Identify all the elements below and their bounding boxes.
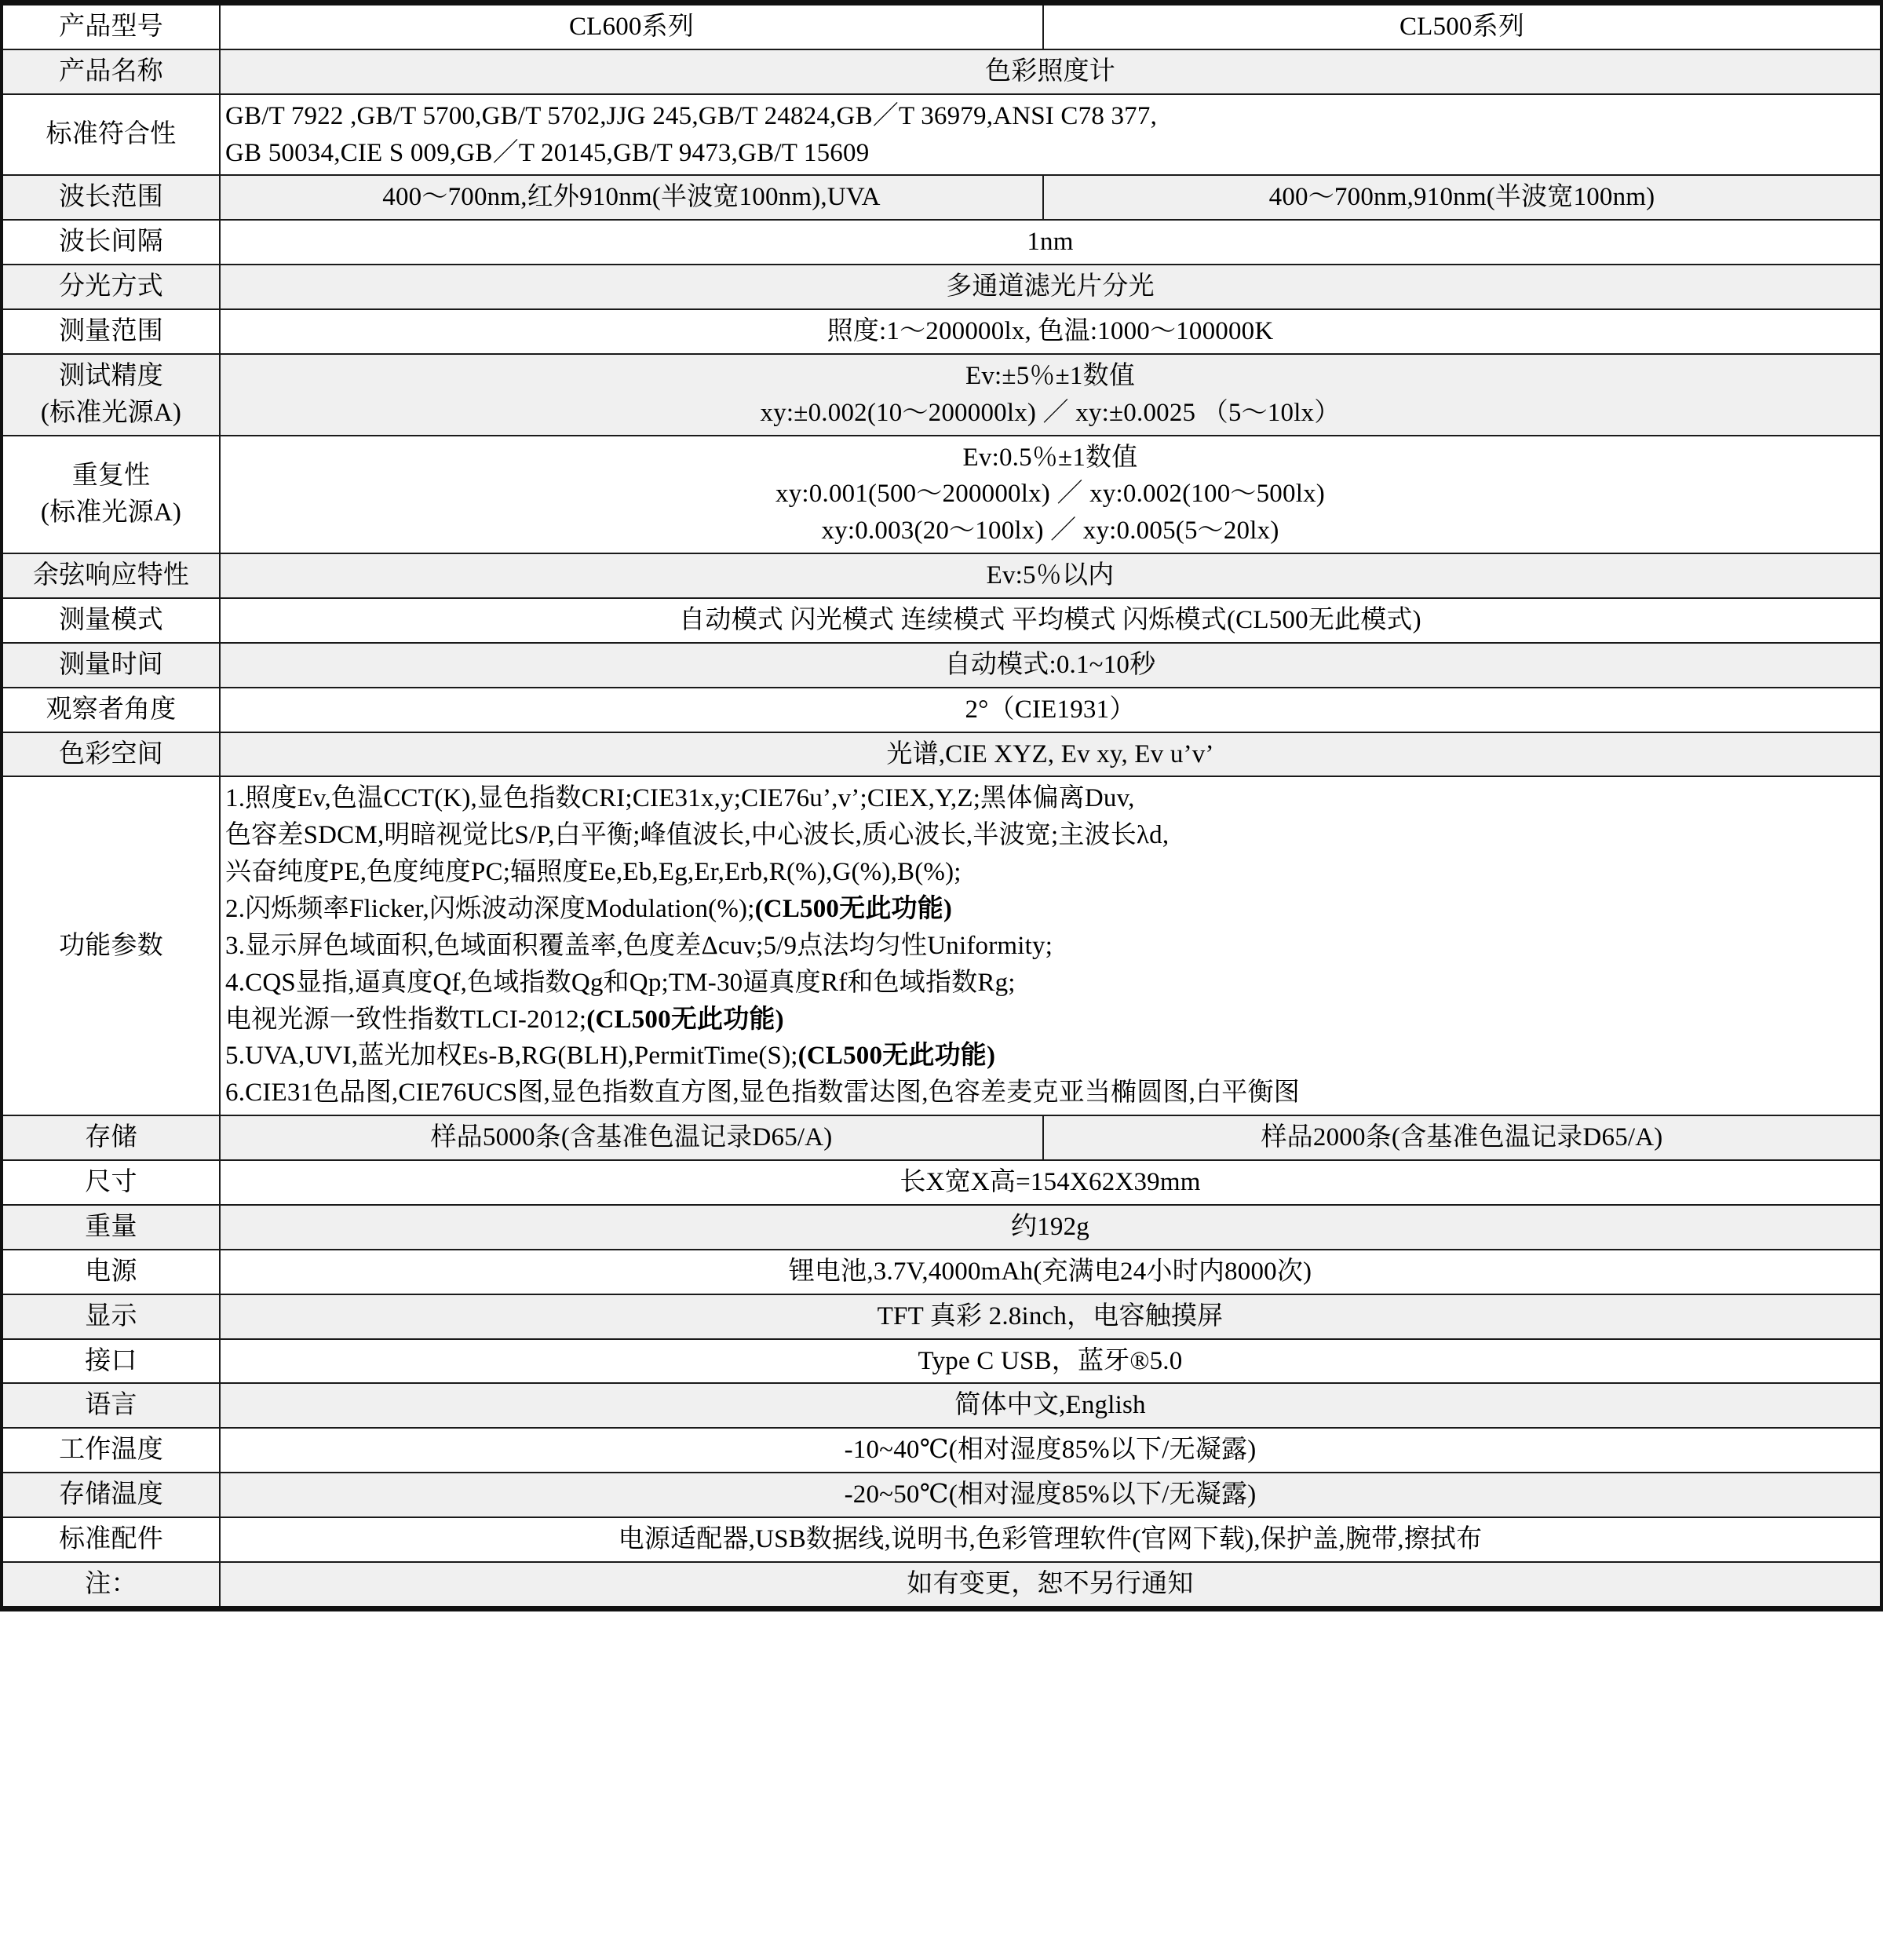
table-row-wavelength-interval <box>2 220 1881 265</box>
accuracy-line-2: xy:±0.002(10～200000lx) ／ xy:±0.0025 （5～10lx） <box>760 398 1341 427</box>
row-label-weight: 重量 <box>2 1205 220 1250</box>
repeatability-line-2: xy:0.001(500～200000lx) ／ xy:0.002(100～500lx) <box>775 480 1325 509</box>
functions-line-8-text: 5.UVA,UVI,蓝光加权Es-B,RG(BLH),PermitTime(S); <box>225 1042 798 1071</box>
row-label-storage-temperature: 存储温度 <box>2 1473 220 1517</box>
table-row-dimensions <box>2 1160 1881 1205</box>
repeatability-line-3: xy:0.003(20～100lx) ／ xy:0.005(5～20lx) <box>821 516 1279 546</box>
value-display: TFT 真彩 2.8inch，电容触摸屏 <box>220 1294 1881 1339</box>
value-accuracy <box>220 354 1881 436</box>
value-note: 如有变更，恕不另行通知 <box>220 1562 1881 1608</box>
functions-line-8 <box>225 1038 1875 1075</box>
row-label-measure-mode: 测量模式 <box>2 598 220 643</box>
value-repeatability <box>220 436 1881 554</box>
table-row-weight <box>2 1205 1881 1250</box>
row-label-dimensions: 尺寸 <box>2 1160 220 1205</box>
row-label-standards: 标准符合性 <box>2 94 220 176</box>
row-label-color-space: 色彩空间 <box>2 732 220 777</box>
row-label-cosine-response: 余弦响应特性 <box>2 553 220 598</box>
functions-line-7-text: 电视光源一致性指数TLCI-2012; <box>225 1005 587 1034</box>
functions-line-7-note: (CL500无此功能) <box>586 1005 784 1034</box>
value-dimensions: 长X宽X高=154X62X39mm <box>220 1160 1881 1205</box>
row-label-measure-time: 测量时间 <box>2 643 220 688</box>
row-label-operating-temperature: 工作温度 <box>2 1428 220 1473</box>
accuracy-line-1: Ev:±5％±1数值 <box>965 361 1136 390</box>
table-row-accessories <box>2 1517 1881 1562</box>
value-wavelength-range-cl500: 400～700nm,910nm(半波宽100nm) <box>1043 175 1881 220</box>
table-row-color-space <box>2 732 1881 777</box>
table-row-operating-temperature <box>2 1428 1881 1473</box>
functions-line-8-note: (CL500无此功能) <box>797 1042 996 1071</box>
table-row-language <box>2 1383 1881 1428</box>
functions-line-5: 3.显示屏色域面积,色域面积覆盖率,色度差Δcuv;5/9点法均匀性Uniformity; <box>225 931 1053 960</box>
table-row-storage-capacity <box>2 1115 1881 1160</box>
table-row-measure-time <box>2 643 1881 688</box>
row-label-product-model: 产品型号 <box>2 3 220 49</box>
row-label-measure-range: 测量范围 <box>2 309 220 354</box>
table-row-display <box>2 1294 1881 1339</box>
row-label-storage-capacity: 存储 <box>2 1115 220 1160</box>
table-row-interface <box>2 1339 1881 1384</box>
row-label-note: 注： <box>2 1562 220 1608</box>
row-label-language: 语言 <box>2 1383 220 1428</box>
functions-line-1: 1.照度Ev,色温CCT(K),显色指数CRI;CIE31x,y;CIE76u’,v’;CIEX,Y,Z;黑体偏离Duv, <box>225 784 1135 813</box>
table-row-spectroscopy <box>2 265 1881 309</box>
table-row-storage-temperature <box>2 1473 1881 1517</box>
functions-line-7 <box>225 1002 1875 1038</box>
table-row-product-name <box>2 49 1881 94</box>
row-label-product-name: 产品名称 <box>2 49 220 94</box>
header-model-cl500: CL500系列 <box>1043 3 1881 49</box>
functions-line-4 <box>225 891 1875 928</box>
row-label-wavelength-range: 波长范围 <box>2 175 220 220</box>
value-weight: 约192g <box>220 1205 1881 1250</box>
value-color-space: 光谱,CIE XYZ, Ev xy, Ev u’v’ <box>220 732 1881 777</box>
value-wavelength-range-cl600: 400～700nm,红外910nm(半波宽100nm),UVA <box>220 175 1043 220</box>
row-label-accessories: 标准配件 <box>2 1517 220 1562</box>
functions-line-6: 4.CQS显指,逼真度Qf,色域指数Qg和Qp;TM-30逼真度Rf和色域指数Rg; <box>225 968 1016 997</box>
functions-line-3: 兴奋纯度PE,色度纯度PC;辐照度Ee,Eb,Eg,Er,Erb,R(%),G(%),B(%); <box>225 858 962 887</box>
table-row-accuracy <box>2 354 1881 436</box>
table-row-cosine-response <box>2 553 1881 598</box>
table-row-standards <box>2 94 1881 176</box>
row-label-repeatability: 重复性(标准光源A) <box>2 436 220 554</box>
value-product-name: 色彩照度计 <box>220 49 1881 94</box>
table-row-product-model <box>2 3 1881 49</box>
functions-line-2: 色容差SDCM,明暗视觉比S/P,白平衡;峰值波长,中心波长,质心波长,半波宽;主波长λd, <box>225 821 1170 850</box>
row-label-spectroscopy: 分光方式 <box>2 265 220 309</box>
table-row-note <box>2 1562 1881 1608</box>
functions-line-9: 6.CIE31色品图,CIE76UCS图,显色指数直方图,显色指数雷达图,色容差麦克亚当椭圆图,白平衡图 <box>225 1079 1300 1108</box>
row-label-accuracy: 测试精度(标准光源A) <box>2 354 220 436</box>
value-language: 简体中文,English <box>220 1383 1881 1428</box>
table-row-measure-range <box>2 309 1881 354</box>
row-label-wavelength-interval: 波长间隔 <box>2 220 220 265</box>
value-functions <box>220 776 1881 1115</box>
value-spectroscopy: 多通道滤光片分光 <box>220 265 1881 309</box>
functions-line-4-note: (CL500无此功能) <box>754 895 953 924</box>
table-row-observer-angle <box>2 688 1881 732</box>
row-label-functions: 功能参数 <box>2 776 220 1115</box>
standards-line-1: GB/T 7922 ,GB/T 5700,GB/T 5702,JJG 245,GB/T 24824,GB／T 36979,ANSI C78 377, <box>225 101 1158 130</box>
table-row-power <box>2 1250 1881 1294</box>
table-row-measure-mode <box>2 598 1881 643</box>
row-label-display: 显示 <box>2 1294 220 1339</box>
value-power: 锂电池,3.7V,4000mAh(充满电24小时内8000次) <box>220 1250 1881 1294</box>
value-wavelength-interval: 1nm <box>220 220 1881 265</box>
value-storage-cl600: 样品5000条(含基准色温记录D65/A) <box>220 1115 1043 1160</box>
value-accessories: 电源适配器,USB数据线,说明书,色彩管理软件(官网下载),保护盖,腕带,擦拭布 <box>220 1517 1881 1562</box>
table-row-functions <box>2 776 1881 1115</box>
value-standards <box>220 94 1881 176</box>
repeatability-line-1: Ev:0.5％±1数值 <box>962 443 1138 472</box>
value-measure-mode: 自动模式 闪光模式 连续模式 平均模式 闪烁模式(CL500无此模式) <box>220 598 1881 643</box>
value-storage-cl500: 样品2000条(含基准色温记录D65/A) <box>1043 1115 1881 1160</box>
standards-line-2: GB 50034,CIE S 009,GB／T 20145,GB/T 9473,GB/T 15609 <box>225 138 870 167</box>
value-storage-temperature: -20~50℃(相对湿度85%以下/无凝露) <box>220 1473 1881 1517</box>
value-measure-range: 照度:1～200000lx, 色温:1000～100000K <box>220 309 1881 354</box>
row-label-observer-angle: 观察者角度 <box>2 688 220 732</box>
functions-line-4-text: 2.闪烁频率Flicker,闪烁波动深度Modulation(%); <box>225 895 755 924</box>
row-label-power: 电源 <box>2 1250 220 1294</box>
value-cosine-response: Ev:5％以内 <box>220 553 1881 598</box>
value-interface: Type C USB，蓝牙®5.0 <box>220 1339 1881 1384</box>
value-operating-temperature: -10~40℃(相对湿度85%以下/无凝露) <box>220 1428 1881 1473</box>
value-measure-time: 自动模式:0.1~10秒 <box>220 643 1881 688</box>
value-observer-angle: 2°（CIE1931） <box>220 688 1881 732</box>
table-row-repeatability <box>2 436 1881 554</box>
row-label-interface: 接口 <box>2 1339 220 1384</box>
table-row-wavelength-range <box>2 175 1881 220</box>
header-model-cl600: CL600系列 <box>220 3 1043 49</box>
